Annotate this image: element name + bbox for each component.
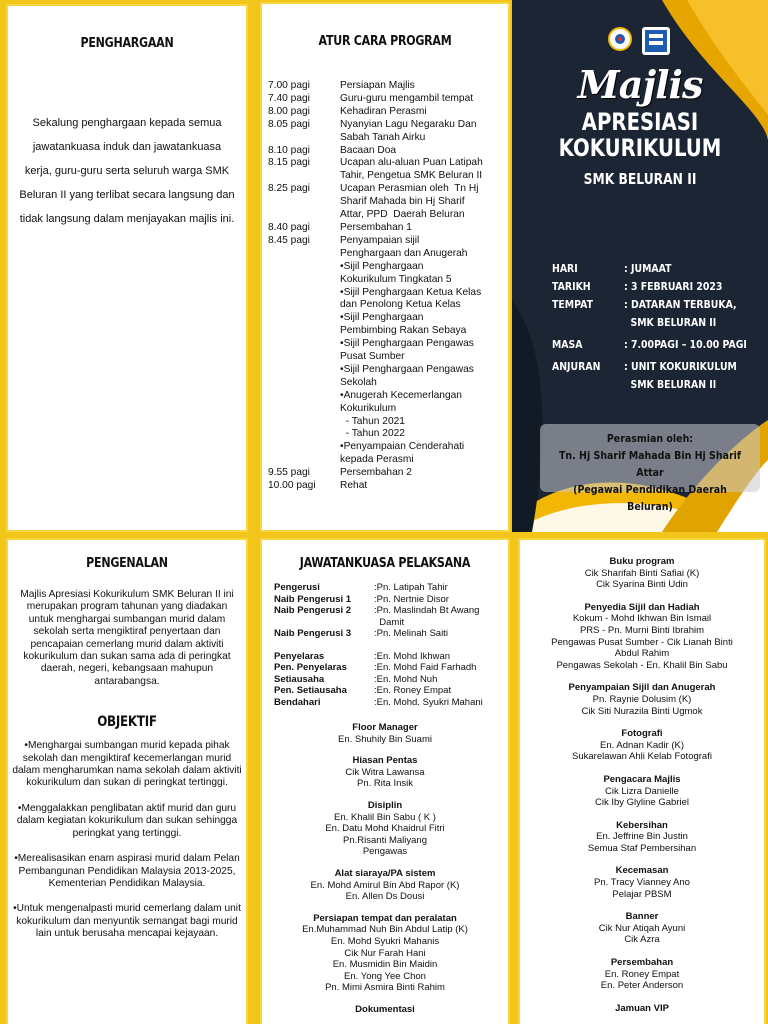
committee-title: Kecemasan bbox=[615, 865, 669, 877]
programme-time: 8.25 pagi bbox=[268, 183, 310, 195]
programme-item: Persiapan Majlis bbox=[340, 80, 415, 91]
programme-time bbox=[268, 274, 340, 287]
kokurikulum-logo-icon bbox=[607, 26, 633, 52]
committee-member: Cik Nur Atiqah Ayuni bbox=[598, 922, 686, 934]
committee-member: Cik Iby Glyline Gabriel bbox=[595, 797, 689, 809]
committee-member: Abdul Rahim bbox=[614, 648, 670, 660]
committee-member: Pn. Raynie Dolusim (K) bbox=[592, 693, 692, 705]
officer-name: :Pn. Melinah Saiti bbox=[374, 628, 448, 639]
committee-title: Persembahan bbox=[610, 957, 674, 969]
programme-item: Penyampaian sijil bbox=[340, 234, 420, 246]
committee-member: En. Yong Yee Chon bbox=[344, 970, 426, 982]
jawatankuasa-panel-continued bbox=[520, 540, 764, 1024]
programme-item: Attar, PPD Daerah Beluran bbox=[340, 209, 465, 221]
officer-role: Pen. Penyelaras bbox=[274, 662, 347, 673]
committee-member: Sukarelawan Ahli Kelab Fotografi bbox=[572, 751, 712, 763]
committee-member: Pn. Mimi Asmira Binti Rahim bbox=[325, 982, 445, 994]
programme-item: Rehat bbox=[340, 480, 368, 492]
programme-time bbox=[268, 261, 340, 274]
programme-item: •Sijil Penghargaan Pengawas bbox=[340, 338, 474, 350]
programme-item: •Anugerah Kecemerlangan bbox=[340, 389, 462, 401]
detail-label bbox=[552, 376, 613, 394]
programme-time bbox=[268, 248, 340, 261]
officer-name: :En. Mohd Nuh bbox=[374, 673, 438, 685]
committee-title: Disiplin bbox=[367, 799, 403, 811]
detail-value: : UNIT KOKURIKULUM bbox=[624, 360, 737, 373]
programme-time bbox=[268, 441, 340, 454]
detail-row bbox=[552, 296, 762, 314]
committee-member: Cik Nur Farah Hani bbox=[344, 947, 426, 959]
committee-member: Pn.Risanti Maliyang bbox=[343, 834, 427, 846]
objektif-list bbox=[10, 740, 244, 940]
committee-list-left bbox=[262, 722, 508, 1015]
committee-member: Cik Siti Nurazila Binti Ugmok bbox=[581, 705, 703, 717]
officer-role: Penyelaras bbox=[274, 650, 325, 662]
committee-title: Jamuan VIP bbox=[615, 1002, 669, 1014]
perasmian-label: Perasmian oleh: bbox=[606, 432, 694, 445]
programme-item: Kehadiran Perasmi bbox=[340, 105, 427, 117]
programme-row bbox=[268, 132, 506, 145]
committee-member: Kokum - Mohd Ikhwan Bin Ismail bbox=[572, 613, 712, 625]
committee-member: En. Shuhily Bin Suami bbox=[338, 733, 432, 745]
programme-item: Sabah Tanah Airku bbox=[340, 131, 426, 143]
objektif-heading: OBJEKTIF bbox=[97, 714, 157, 731]
committee-member: En. Allen Ds Dousi bbox=[345, 891, 425, 903]
committee-member: Cik Sharifah Binti Safiai (K) bbox=[584, 567, 700, 579]
cover-panel bbox=[512, 0, 768, 532]
committee-member: Cik Lizra Danielle bbox=[605, 785, 679, 797]
programme-item: Ucapan Perasmian oleh Tn Hj bbox=[340, 183, 479, 195]
programme-time bbox=[268, 287, 340, 300]
programme-row bbox=[268, 454, 506, 467]
cover-title-apresiasi: APRESIASI bbox=[581, 108, 699, 136]
programme-time: 8.10 pagi bbox=[268, 144, 310, 156]
cover-school-name: SMK BELURAN II bbox=[583, 170, 697, 188]
committee-member: Cik Witra Lawansa bbox=[345, 766, 425, 778]
detail-value: : 7.00PAGI – 10.00 PAGI bbox=[624, 338, 747, 351]
programme-time bbox=[268, 170, 340, 183]
cover-majlis: Majlis bbox=[577, 62, 703, 107]
programme-item: •Penyampaian Cenderahati bbox=[340, 441, 465, 453]
programme-time: 8.45 pagi bbox=[268, 234, 310, 246]
committee-member: En. Mohd Amirul Bin Abd Rapor (K) bbox=[310, 879, 460, 891]
officer-row bbox=[274, 674, 504, 686]
programme-item: Persembahan 2 bbox=[340, 467, 412, 479]
detail-row bbox=[552, 336, 762, 354]
programme-time: 7.40 pagi bbox=[268, 92, 310, 104]
officer-name: :En. Mohd Faid Farhadh bbox=[374, 662, 477, 673]
programme-row bbox=[268, 299, 506, 312]
committee-list-right bbox=[520, 556, 764, 1014]
committee-member: Semua Staf Pembersihan bbox=[587, 842, 697, 854]
programme-time bbox=[268, 132, 340, 145]
officer-role bbox=[274, 617, 374, 629]
programme-time bbox=[268, 325, 340, 338]
detail-value: : 3 FEBRUARI 2023 bbox=[624, 280, 723, 293]
objektif-item: •Menggalakkan penglibatan aktif murid dan guru dalam kegiatan kokurikulum dan sukan sehingga peringkat yang tertinggi. bbox=[16, 802, 238, 839]
officer-row bbox=[274, 662, 504, 674]
detail-label: MASA bbox=[552, 338, 583, 351]
programme-row bbox=[268, 325, 506, 338]
atur-cara-panel bbox=[262, 4, 508, 530]
programme-row bbox=[268, 274, 506, 287]
programme-row bbox=[268, 222, 506, 235]
pengenalan-heading: PENGENALAN bbox=[86, 556, 168, 571]
officer-role: Pengerusi bbox=[274, 582, 320, 593]
programme-row bbox=[268, 441, 506, 454]
perasmian-role: (Pegawai Pendidikan Daerah Beluran) bbox=[573, 483, 727, 513]
programme-item: Penghargaan dan Anugerah bbox=[340, 247, 468, 259]
committee-title: Fotografi bbox=[621, 728, 663, 740]
programme-time: 7.00 pagi bbox=[268, 80, 310, 91]
programme-time: 8.05 pagi bbox=[268, 118, 310, 130]
officers-list bbox=[274, 582, 504, 708]
committee-title: Dokumentasi bbox=[355, 1003, 415, 1015]
programme-time: 8.40 pagi bbox=[268, 221, 310, 233]
programme-row bbox=[268, 196, 506, 209]
programme-time bbox=[268, 416, 340, 429]
officer-role: Setiausaha bbox=[274, 673, 325, 685]
committee-title: Persiapan tempat dan peralatan bbox=[313, 912, 457, 924]
programme-row bbox=[268, 338, 506, 351]
programme-row bbox=[268, 364, 506, 377]
committee-title: Banner bbox=[625, 911, 659, 923]
programme-row bbox=[268, 480, 506, 493]
programme-item: dan Penolong Ketua Kelas bbox=[340, 299, 461, 311]
detail-label: ANJURAN bbox=[552, 360, 601, 373]
detail-label: TEMPAT bbox=[552, 298, 593, 311]
penghargaan-text: Sekalung penghargaan kepada semua jawatankuasa induk dan jawatankuasa kerja, guru-guru serta seluruh warga SMK Beluran II yang terlibat secara langsung dan tidak langsung dalam menjayakan majlis ini. bbox=[19, 117, 235, 225]
programme-item: Bacaan Doa bbox=[340, 144, 397, 156]
programme-time bbox=[268, 209, 340, 222]
programme-item: Ucapan alu-aluan Puan Latipah bbox=[340, 157, 483, 169]
programme-item: Persembahan 1 bbox=[340, 221, 412, 233]
programme-item: - Tahun 2022 bbox=[340, 428, 405, 440]
programme-item: •Sijil Penghargaan Pengawas bbox=[340, 363, 474, 375]
programme-item: Sharif Mahada bin Hj Sharif bbox=[340, 196, 465, 208]
detail-value: : DATARAN TERBUKA, bbox=[624, 298, 737, 311]
programme-item: •Sijil Penghargaan bbox=[340, 312, 424, 324]
programme-item: Nyanyian Lagu Negaraku Dan bbox=[340, 118, 477, 130]
committee-title: Buku program bbox=[609, 556, 675, 567]
officer-name: :Pn. Nertnie Disor bbox=[374, 593, 449, 605]
programme-time: 8.15 pagi bbox=[268, 157, 310, 169]
committee-member: En. Mohd Syukri Mahanis bbox=[330, 935, 440, 947]
programme-item: Pusat Sumber bbox=[340, 351, 405, 363]
committee-member: En. Datu Mohd Khaidrul Fitri bbox=[325, 823, 445, 835]
perasmian-box bbox=[540, 424, 760, 513]
programme-time bbox=[268, 299, 340, 312]
committee-member: En. Khalil Bin Sabu ( K ) bbox=[334, 811, 436, 823]
detail-label bbox=[552, 314, 613, 332]
officer-name: :Pn. Maslindah Bt Awang bbox=[374, 605, 480, 616]
programme-item: kepada Perasmi bbox=[340, 454, 414, 466]
detail-value: SMK BELURAN II bbox=[624, 316, 717, 329]
smk-beluran-logo-icon bbox=[641, 26, 671, 56]
committee-member: Cik Azra bbox=[624, 934, 660, 946]
officer-row bbox=[274, 651, 504, 663]
programme-time bbox=[268, 403, 340, 416]
jawatankuasa-heading: JAWATANKUASA PELAKSANA bbox=[299, 556, 471, 571]
event-details bbox=[552, 260, 762, 394]
programme-item: Pembimbing Rakan Sebaya bbox=[340, 325, 467, 337]
committee-member: Pn. Rita Insik bbox=[357, 778, 413, 790]
programme-time: 10.00 pagi bbox=[268, 480, 316, 492]
officer-name: Damit bbox=[374, 616, 405, 628]
programme-time bbox=[268, 338, 340, 351]
penghargaan-panel bbox=[8, 6, 246, 530]
detail-label: HARI bbox=[552, 262, 578, 275]
programme-row bbox=[268, 287, 506, 300]
committee-member: En.Muhammad Nuh Bin Abdul Latip (K) bbox=[302, 924, 468, 936]
committee-member: Pengawas Sekolah - En. Khalil Bin Sabu bbox=[556, 659, 728, 671]
officer-gap bbox=[274, 640, 504, 651]
programme-row bbox=[268, 312, 506, 325]
programme-item: - Tahun 2021 bbox=[340, 415, 405, 427]
officer-role: Bendahari bbox=[274, 696, 321, 708]
officer-role: Naib Pengerusi 1 bbox=[274, 593, 352, 605]
officer-row bbox=[274, 628, 504, 640]
objektif-item: •Menghargai sumbangan murid kepada pihak sekolah dan mengiktiraf kecemerlangan murid dalam mengharumkan nama sekolah dalam aktiviti kokurikulum dan sukan di peringkat tertinggi. bbox=[12, 740, 242, 789]
programme-item: Tahir, Pengetua SMK Beluran II bbox=[340, 170, 483, 182]
pengenalan-panel bbox=[8, 540, 246, 1024]
school-logos bbox=[607, 26, 671, 56]
programme-row bbox=[268, 416, 506, 429]
programme-time bbox=[268, 351, 340, 364]
programme-item: •Sijil Penghargaan Ketua Kelas bbox=[340, 286, 482, 298]
detail-row bbox=[552, 278, 762, 296]
programme-time bbox=[268, 312, 340, 325]
detail-row bbox=[552, 358, 762, 376]
officer-name: :Pn. Latipah Tahir bbox=[374, 582, 448, 593]
committee-member: Pn. Tracy Vianney Ano bbox=[594, 877, 690, 889]
programme-row bbox=[268, 209, 506, 222]
officer-row bbox=[274, 582, 504, 594]
committee-member: En. Adnan Kadir (K) bbox=[600, 739, 684, 751]
detail-value: SMK BELURAN II bbox=[624, 378, 717, 391]
programme-item: Guru-guru mengambil tempat bbox=[340, 92, 474, 104]
officer-row bbox=[274, 697, 504, 709]
detail-row bbox=[552, 314, 762, 332]
programme-row bbox=[268, 403, 506, 416]
officer-name: :En. Mohd Ikhwan bbox=[374, 650, 451, 662]
programme-time bbox=[268, 454, 340, 467]
programme-item: Kokurikulum bbox=[340, 402, 397, 414]
officer-row bbox=[274, 594, 504, 606]
perasmian-name: Tn. Hj Sharif Mahada Bin Hj Sharif Attar bbox=[558, 449, 742, 479]
officer-role: Naib Pengerusi 2 bbox=[274, 605, 352, 616]
programme-row bbox=[268, 157, 506, 170]
officer-row bbox=[274, 685, 504, 697]
committee-member: En. Roney Empat bbox=[604, 968, 680, 980]
programme-row bbox=[268, 80, 506, 93]
programme-row bbox=[268, 377, 506, 390]
programme-time: 8.00 pagi bbox=[268, 105, 310, 117]
programme-row bbox=[268, 106, 506, 119]
programme-time: 9.55 pagi bbox=[268, 467, 310, 479]
programme-list bbox=[268, 80, 506, 493]
committee-member: Cik Syarina Binti Udin bbox=[596, 579, 688, 591]
committee-title: Penyampaian Sijil dan Anugerah bbox=[568, 682, 716, 694]
committee-title: Hiasan Pentas bbox=[352, 755, 418, 767]
programme-row bbox=[268, 119, 506, 132]
committee-member: Pengawas bbox=[362, 846, 408, 858]
programme-row bbox=[268, 248, 506, 261]
officer-role: Pen. Setiausaha bbox=[274, 685, 347, 696]
officer-name: :En. Roney Empat bbox=[374, 685, 452, 696]
jawatankuasa-panel bbox=[262, 540, 508, 1024]
programme-time bbox=[268, 377, 340, 390]
committee-member: Pelajar PBSM bbox=[612, 888, 672, 900]
pengenalan-text: Majlis Apresiasi Kokurikulum SMK Beluran II ini merupakan program tahunan yang diadakan untuk menghargai sumbangan murid dalam sekolah serta mengiktiraf penyertaan dan pencapaian cemerlang murid dalam aktiviti kokurikulum dan sukan sama ada di peringkat daerah, negeri, kebangsaan mahupun antarabangsa. bbox=[20, 589, 234, 687]
programme-time bbox=[268, 196, 340, 209]
programme-row bbox=[268, 183, 506, 196]
programme-row bbox=[268, 351, 506, 364]
committee-member: Pengawas Pusat Sumber - Cik Lianah Binti bbox=[551, 636, 733, 648]
programme-row bbox=[268, 145, 506, 158]
detail-label: TARIKH bbox=[552, 280, 591, 293]
committee-title: Alat siaraya/PA sistem bbox=[334, 867, 436, 879]
programme-row bbox=[268, 428, 506, 441]
committee-title: Pengacara Majlis bbox=[603, 773, 681, 785]
programme-row bbox=[268, 170, 506, 183]
committee-member: En. Musmidin Bin Maidin bbox=[332, 959, 438, 971]
cover-title-kokurikulum: KOKURIKULUM bbox=[558, 134, 722, 162]
committee-member: PRS - Pn. Murni Binti Ibrahim bbox=[579, 624, 705, 636]
committee-title: Kebersihan bbox=[616, 819, 668, 831]
programme-row bbox=[268, 235, 506, 248]
penghargaan-heading: PENGHARGAAN bbox=[80, 36, 174, 51]
detail-row bbox=[552, 376, 762, 394]
objektif-item: •Untuk mengenalpasti murid cemerlang dalam unit kokurikulum dan menyuntik semangat bagi murid lain untuk berusaha mencapai kejayaan. bbox=[13, 903, 241, 940]
committee-title: Floor Manager bbox=[352, 722, 418, 733]
committee-member: En. Jeffrine Bin Justin bbox=[596, 831, 688, 843]
detail-row bbox=[552, 260, 762, 278]
officer-row bbox=[274, 605, 504, 617]
atur-cara-heading: ATUR CARA PROGRAM bbox=[318, 34, 452, 49]
programme-time bbox=[268, 390, 340, 403]
programme-item: Sekolah bbox=[340, 376, 377, 388]
committee-title: Penyedia Sijil dan Hadiah bbox=[584, 601, 700, 613]
programme-row bbox=[268, 390, 506, 403]
programme-row bbox=[268, 93, 506, 106]
officer-row bbox=[274, 617, 504, 629]
programme-item: •Sijil Penghargaan bbox=[340, 260, 424, 272]
programme-item: Kokurikulum Tingkatan 5 bbox=[340, 273, 452, 285]
officer-name: :En. Mohd. Syukri Mahani bbox=[374, 696, 483, 708]
programme-time bbox=[268, 428, 340, 441]
programme-row bbox=[268, 261, 506, 274]
programme-time bbox=[268, 364, 340, 377]
detail-value: : JUMAAT bbox=[624, 262, 672, 275]
officer-role: Naib Pengerusi 3 bbox=[274, 628, 352, 639]
objektif-item: •Merealisasikan enam aspirasi murid dalam Pelan Pembangunan Pendidikan Malaysia 2013-2025, Kementerian Pendidikan Malaysia. bbox=[14, 853, 240, 889]
programme-row bbox=[268, 467, 506, 480]
committee-member: En. Peter Anderson bbox=[600, 980, 684, 992]
